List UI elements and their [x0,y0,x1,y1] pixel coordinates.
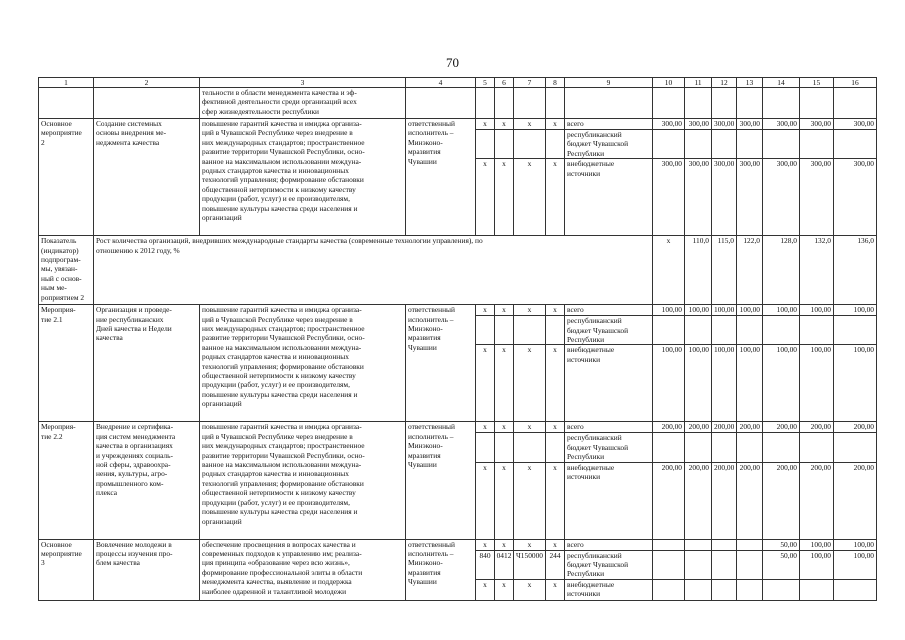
budget-code: x [476,462,495,539]
year-amount [763,130,800,159]
year-amount: 100,00 [712,305,737,316]
year-amount: 100,00 [800,550,834,579]
year-amount: 200,00 [834,462,877,539]
year-amount [800,579,834,600]
year-amount: 300,00 [834,159,877,236]
measure-row [39,539,877,550]
year-amount [763,316,800,345]
year-amount: 300,00 [800,119,834,130]
indicator-text: Рост количества организаций, внедривших международные стандарты качества (современные технологии управления), по отношению к 2012 году, % [94,236,653,305]
column-number: 6 [495,78,514,88]
indicator-x: x [653,236,685,305]
cell-empty [39,88,94,119]
year-amount: 200,00 [712,462,737,539]
budget-code: x [476,159,495,236]
continued-text: тельности в области менеджмента качества и эф- фективной деятельности среди организаций всех сфер жизнедеятельности республики [200,88,406,119]
year-amount: 300,00 [685,159,712,236]
column-number: 12 [712,78,737,88]
cell-empty [834,88,877,119]
budget-code: x [514,579,546,600]
budget-code [546,316,565,345]
year-amount: 300,00 [763,159,800,236]
year-amount [685,316,712,345]
indicator-value: 136,0 [834,236,877,305]
funding-source: республиканский бюджет Чувашской Республики [565,433,653,462]
year-amount: 100,00 [653,345,685,422]
measure-row [39,119,877,130]
cell-empty [94,88,200,119]
measure-status: Мероприя- тие 2.2 [39,422,94,539]
cell-empty [565,88,653,119]
year-amount: 200,00 [685,462,712,539]
year-amount: 200,00 [763,422,800,433]
year-amount: 200,00 [763,462,800,539]
year-amount [712,539,737,550]
year-amount [737,433,763,462]
cell-empty [406,88,476,119]
funding-source: всего [565,305,653,316]
budget-code: x [495,579,514,600]
funding-source: всего [565,119,653,130]
year-amount [834,433,877,462]
year-amount [737,130,763,159]
year-amount [653,550,685,579]
cell-empty [763,88,800,119]
budget-code: x [546,159,565,236]
budget-code [514,433,546,462]
year-amount: 200,00 [653,462,685,539]
year-amount: 200,00 [834,422,877,433]
budget-code [495,316,514,345]
year-amount: 300,00 [834,119,877,130]
year-amount: 300,00 [685,119,712,130]
measure-result: обеспечение просвещения в вопросах качества и современных подходов к управлению им; реализа- ция принципа «образование через всю жизнь», формирование профессиональной элиты в области менеджмента качества, выявление и поддержка наиболее одаренной и талантливой молодежи [200,539,406,600]
column-number: 3 [200,78,406,88]
column-number: 1 [39,78,94,88]
indicator-label: Показатель (индикатор) подпрограм- мы, увязан- ный с основ- ным ме- роприятием 2 [39,236,94,305]
funding-source: республиканский бюджет Чувашской Республики [565,130,653,159]
year-amount: 100,00 [685,345,712,422]
year-amount: 300,00 [712,119,737,130]
year-amount: 100,00 [800,305,834,316]
year-amount: 100,00 [834,305,877,316]
budget-code [476,130,495,159]
budget-code [546,130,565,159]
cell-empty [476,88,495,119]
year-amount: 100,00 [834,539,877,550]
column-number: 7 [514,78,546,88]
year-amount: 100,00 [834,550,877,579]
funding-source: внебюджетные источники [565,345,653,422]
budget-code: x [514,462,546,539]
year-amount: 100,00 [763,345,800,422]
measure-title: Организация и проведе- ние республиканских Дней качества и Недели качества [94,305,200,422]
budget-code: Ч150000 [514,550,546,579]
cell-empty [712,88,737,119]
budget-code: x [546,462,565,539]
cell-empty [737,88,763,119]
cell-empty [495,88,514,119]
program-table [38,77,877,601]
column-number: 11 [685,78,712,88]
year-amount [712,130,737,159]
measure-result: повышение гарантий качества и имиджа организа- ций в Чувашской Республике через внедрение в них международных стандартов; пространственное развитие территории Чувашской Республики, осно- ванное на максимальном использовании междуна- родных стандартов качества и инновационных технологий управления; формирование обстановки общественной нетерпимости к низкому качеству продукции (работ, услуг) и ее производителям, повышение культуры качества среди населения и организаций [200,422,406,539]
year-amount [653,316,685,345]
budget-code: x [514,305,546,316]
year-amount [685,539,712,550]
budget-code: 0412 [495,550,514,579]
budget-code: x [495,305,514,316]
column-number: 16 [834,78,877,88]
budget-code: x [546,119,565,130]
year-amount [763,433,800,462]
cell-empty [546,88,565,119]
column-number: 2 [94,78,200,88]
year-amount [712,550,737,579]
year-amount [763,579,800,600]
column-number: 5 [476,78,495,88]
budget-code: x [495,119,514,130]
indicator-value: 115,0 [712,236,737,305]
funding-source: республиканский бюджет Чувашской Республики [565,316,653,345]
column-number: 10 [653,78,685,88]
year-amount: 200,00 [653,422,685,433]
budget-code [546,433,565,462]
year-amount [653,130,685,159]
measure-status: Мероприя- тие 2.1 [39,305,94,422]
responsible-executor: ответственный исполнитель – Минэконо- мразвития Чувашии [406,305,476,422]
budget-code: x [495,159,514,236]
funding-source: внебюджетные источники [565,159,653,236]
budget-code: x [495,422,514,433]
year-amount [800,130,834,159]
measure-status: Основное мероприятие 2 [39,119,94,236]
year-amount: 200,00 [737,462,763,539]
column-number: 14 [763,78,800,88]
measure-row [39,422,877,433]
budget-code: x [514,159,546,236]
column-number: 9 [565,78,653,88]
column-number: 8 [546,78,565,88]
year-amount [737,550,763,579]
budget-code: x [514,345,546,422]
year-amount: 300,00 [712,159,737,236]
indicator-value: 132,0 [800,236,834,305]
budget-code: x [495,462,514,539]
budget-code: x [476,422,495,433]
budget-code: x [546,422,565,433]
year-amount: 200,00 [712,422,737,433]
responsible-executor: ответственный исполнитель – Минэконо- мразвития Чувашии [406,422,476,539]
funding-source: всего [565,539,653,550]
responsible-executor: ответственный исполнитель – Минэконо- мразвития Чувашии [406,119,476,236]
year-amount [712,433,737,462]
year-amount [653,539,685,550]
year-amount [653,433,685,462]
year-amount: 300,00 [800,159,834,236]
year-amount [685,550,712,579]
indicator-value: 110,0 [685,236,712,305]
cell-empty [514,88,546,119]
budget-code: x [514,539,546,550]
year-amount: 300,00 [763,119,800,130]
year-amount: 100,00 [834,345,877,422]
measure-title: Вовлечение молодежи в процессы изучения про- блем качества [94,539,200,600]
responsible-executor: ответственный исполнитель – Минэконо- мразвития Чувашии [406,539,476,600]
year-amount [737,539,763,550]
cell-empty [653,88,685,119]
year-amount: 100,00 [800,345,834,422]
budget-code [476,433,495,462]
year-amount [800,433,834,462]
year-amount: 100,00 [737,345,763,422]
year-amount: 300,00 [653,119,685,130]
year-amount: 200,00 [685,422,712,433]
indicator-value: 122,0 [737,236,763,305]
cell-empty [800,88,834,119]
budget-code: x [546,345,565,422]
year-amount [685,130,712,159]
continuation-row [39,88,877,119]
funding-source: внебюджетные источники [565,462,653,539]
budget-code: x [476,305,495,316]
measure-title: Создание системных основы внедрения ме- неджмента качества [94,119,200,236]
year-amount: 100,00 [685,305,712,316]
budget-code [495,130,514,159]
column-number: 15 [800,78,834,88]
page-number: 70 [446,55,459,70]
year-amount: 100,00 [737,305,763,316]
funding-source: всего [565,422,653,433]
budget-code [514,130,546,159]
indicator-row [39,236,877,305]
year-amount [737,579,763,600]
year-amount [685,433,712,462]
budget-code: x [476,345,495,422]
budget-code [495,433,514,462]
year-amount: 100,00 [800,539,834,550]
year-amount: 100,00 [712,345,737,422]
budget-code [514,316,546,345]
budget-code: x [476,119,495,130]
budget-code: x [495,539,514,550]
measure-row [39,305,877,316]
year-amount [834,316,877,345]
year-amount: 300,00 [737,119,763,130]
budget-code: x [514,119,546,130]
year-amount [800,316,834,345]
year-amount: 100,00 [763,305,800,316]
column-number: 13 [737,78,763,88]
budget-code: 244 [546,550,565,579]
cell-empty [685,88,712,119]
year-amount [712,316,737,345]
budget-code: x [514,422,546,433]
indicator-value: 128,0 [763,236,800,305]
column-number: 4 [406,78,476,88]
funding-source: внебюджетные источники [565,579,653,600]
year-amount [653,579,685,600]
measure-title: Внедрение и сертифика- ция систем менеджмента качества в организациях и учреждениях социаль- ной сферы, здравоохра- нения, культуры, агро- промышленного ком- плекса [94,422,200,539]
year-amount: 50,00 [763,550,800,579]
year-amount [834,579,877,600]
year-amount [834,130,877,159]
budget-code: x [476,579,495,600]
funding-source: республиканский бюджет Чувашской Республики [565,550,653,579]
year-amount: 200,00 [800,462,834,539]
budget-code: x [546,579,565,600]
year-amount [737,316,763,345]
year-amount [712,579,737,600]
year-amount: 100,00 [653,305,685,316]
year-amount: 300,00 [653,159,685,236]
budget-code: x [495,345,514,422]
measure-result: повышение гарантий качества и имиджа организа- ций в Чувашской Республике через внедрение в них международных стандартов; пространственное развитие территории Чувашской Республики, осно- ванное на максимальном использовании междуна- родных стандартов качества и инновационных технологий управления; формирование обстановки общественной нетерпимости к низкому качеству продукции (работ, услуг) и ее производителям, повышение культуры качества среди населения и организаций [200,119,406,236]
year-amount: 50,00 [763,539,800,550]
measure-result: повышение гарантий качества и имиджа организа- ций в Чувашской Республике через внедрение в них международных стандартов; пространственное развитие территории Чувашской Республики, осно- ванное на максимальном использовании междуна- родных стандартов качества и инновационных технологий управления; формирование обстановки общественной нетерпимости к низкому качеству продукции (работ, услуг) и ее производителям, повышение культуры качества среди населения и организаций [200,305,406,422]
column-number-row [39,78,877,88]
budget-code: 840 [476,550,495,579]
budget-code [476,316,495,345]
year-amount: 300,00 [737,159,763,236]
budget-code: x [476,539,495,550]
year-amount [685,579,712,600]
year-amount: 200,00 [737,422,763,433]
budget-code: x [546,305,565,316]
measure-status: Основное мероприятие 3 [39,539,94,600]
year-amount: 200,00 [800,422,834,433]
budget-code: x [546,539,565,550]
